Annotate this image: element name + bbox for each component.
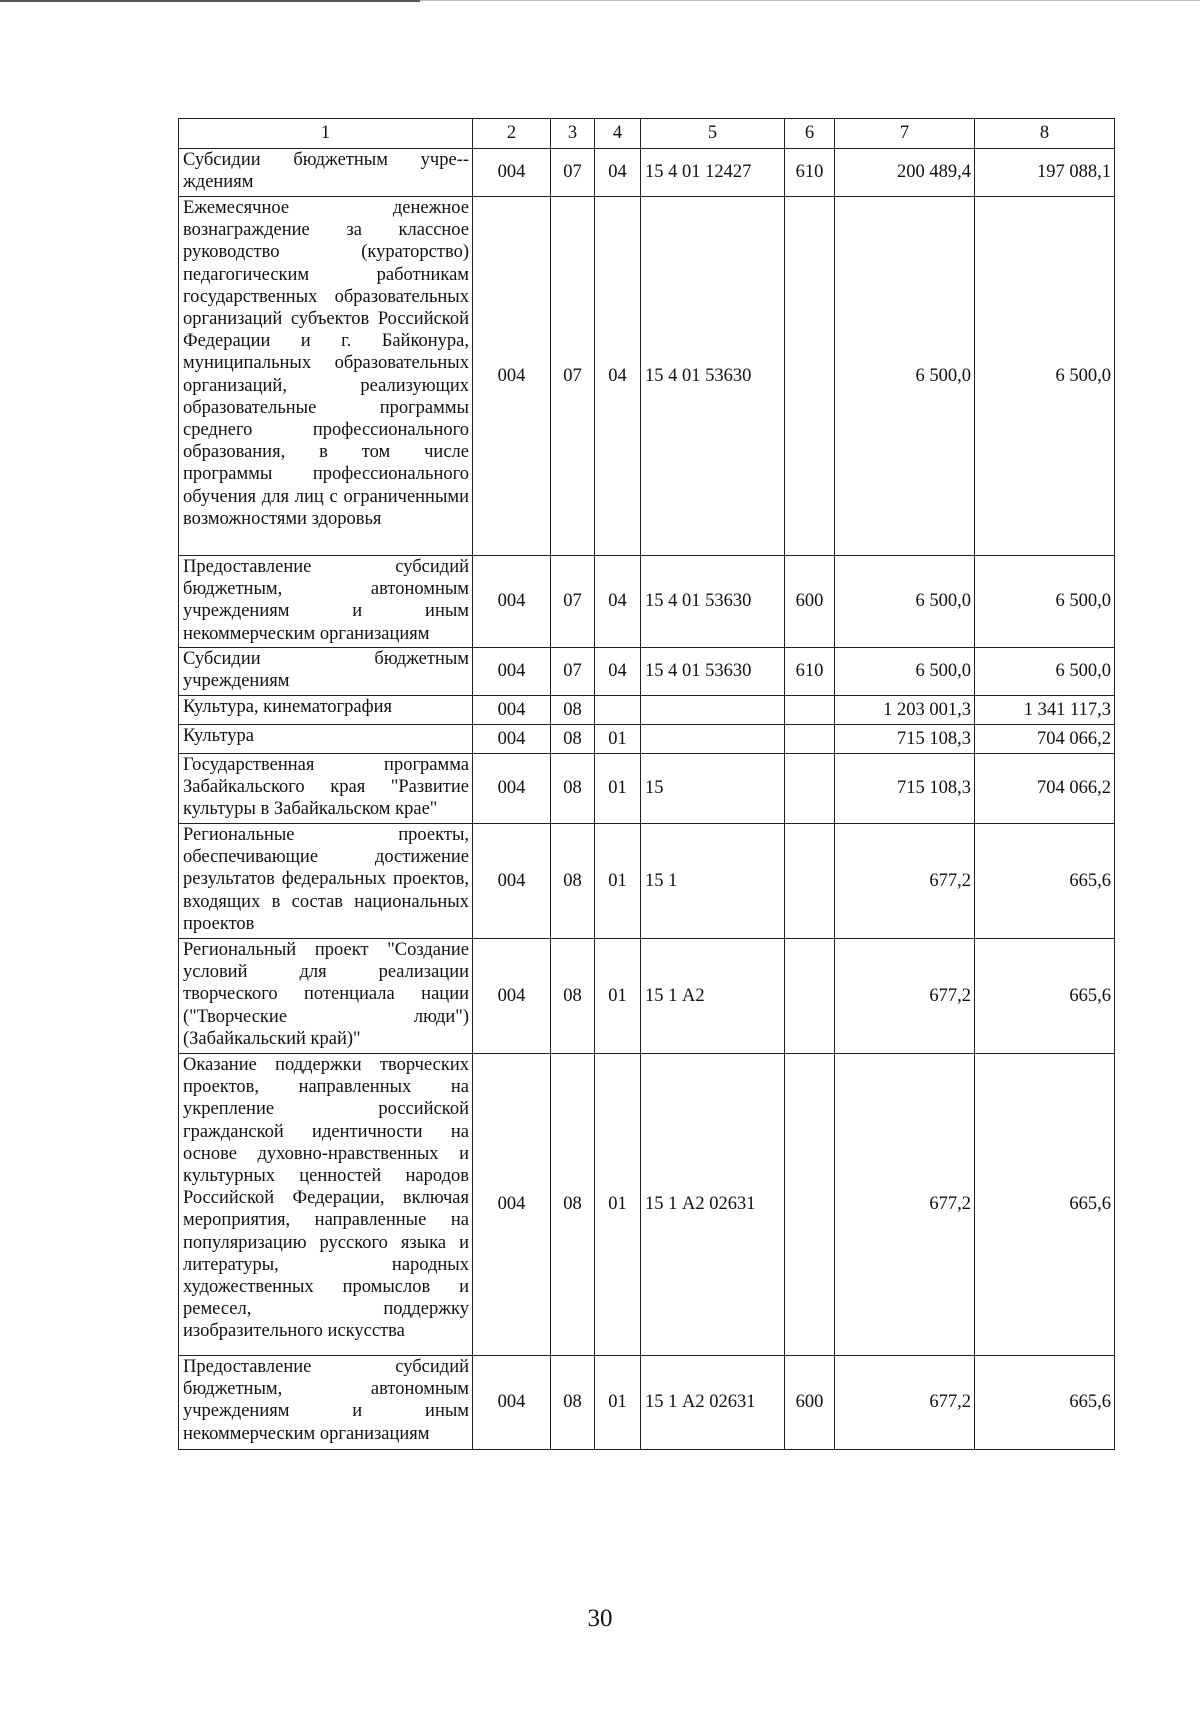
amount-year1-cell: 715 108,3: [835, 754, 975, 824]
table-row: [179, 1356, 1115, 1450]
expense-type-cell: 610: [785, 648, 835, 696]
amount-year1-cell: 6 500,0: [835, 648, 975, 696]
target-article-cell: 15 1: [641, 824, 785, 939]
amount-year2-cell: 704 066,2: [975, 754, 1115, 824]
section-cell: 07: [551, 197, 595, 556]
grbs-cell: 004: [473, 754, 551, 824]
section-cell: 08: [551, 725, 595, 754]
amount-year1-cell: 715 108,3: [835, 725, 975, 754]
scan-edge-line: [0, 0, 420, 2]
table-row: [179, 725, 1115, 754]
section-cell: 08: [551, 696, 595, 725]
table-row: [179, 648, 1115, 696]
grbs-cell: 004: [473, 696, 551, 725]
target-article-cell: 15 1 А2: [641, 939, 785, 1054]
row-name-cell: Государственная программа Забайкальского края "Развитие культуры в Забайкальском крае": [179, 754, 473, 824]
subsection-cell: [595, 696, 641, 725]
amount-year1-cell: 677,2: [835, 1054, 975, 1356]
expense-type-cell: 610: [785, 149, 835, 197]
row-name-cell: Предоставление субсидий бюджетным, автономным учреждениям и иным некоммерческим организациям: [179, 556, 473, 648]
row-name-cell: Ежемесячное денежное вознаграждение за классное руководство (кураторство) педагогическим работникам государственных образовательных организаций субъектов Российской Федерации и г. Байконура, муниципальных образовательных организаций, реализующих образовательные программы среднего профессионального образования, в том числе программы профессионального обучения для лиц с ограниченными возможностями здоровья: [179, 197, 473, 556]
section-cell: 08: [551, 754, 595, 824]
target-article-cell: 15 4 01 53630: [641, 556, 785, 648]
header-cell: 4: [595, 119, 641, 149]
target-article-cell: 15: [641, 754, 785, 824]
section-cell: 07: [551, 556, 595, 648]
header-cell: 8: [975, 119, 1115, 149]
header-cell: 5: [641, 119, 785, 149]
section-cell: 08: [551, 824, 595, 939]
amount-year2-cell: 704 066,2: [975, 725, 1115, 754]
row-name-cell: Культура: [179, 725, 473, 754]
amount-year2-cell: 665,6: [975, 824, 1115, 939]
header-cell: 1: [179, 119, 473, 149]
budget-table: [178, 118, 1115, 1450]
subsection-cell: 01: [595, 754, 641, 824]
grbs-cell: 004: [473, 824, 551, 939]
grbs-cell: 004: [473, 1356, 551, 1450]
amount-year1-cell: 6 500,0: [835, 556, 975, 648]
header-cell: 2: [473, 119, 551, 149]
expense-type-cell: [785, 696, 835, 725]
subsection-cell: 04: [595, 149, 641, 197]
expense-type-cell: 600: [785, 556, 835, 648]
header-cell: 6: [785, 119, 835, 149]
amount-year1-cell: 677,2: [835, 939, 975, 1054]
section-cell: 08: [551, 1356, 595, 1450]
target-article-cell: 15 4 01 53630: [641, 197, 785, 556]
subsection-cell: 01: [595, 1054, 641, 1356]
table-row: [179, 939, 1115, 1054]
grbs-cell: 004: [473, 197, 551, 556]
amount-year1-cell: 1 203 001,3: [835, 696, 975, 725]
section-cell: 08: [551, 1054, 595, 1356]
amount-year2-cell: 665,6: [975, 1054, 1115, 1356]
table-row: [179, 197, 1115, 556]
amount-year2-cell: 6 500,0: [975, 197, 1115, 556]
amount-year2-cell: 665,6: [975, 1356, 1115, 1450]
amount-year2-cell: 1 341 117,3: [975, 696, 1115, 725]
table-header-row: [179, 119, 1115, 149]
header-cell: 3: [551, 119, 595, 149]
grbs-cell: 004: [473, 725, 551, 754]
subsection-cell: 01: [595, 939, 641, 1054]
grbs-cell: 004: [473, 556, 551, 648]
table-row: [179, 824, 1115, 939]
table-row: [179, 556, 1115, 648]
grbs-cell: 004: [473, 648, 551, 696]
subsection-cell: 04: [595, 556, 641, 648]
row-name-cell: Оказание поддержки творческих проектов, направленных на укрепление российской гражданской идентичности на основе духовно-нравственных и культурных ценностей народов Российской Федерации, включая мероприятия, направленные на популяризацию русского языка и литературы, народных художественных промыслов и ремесел, поддержку изобразительного искусства: [179, 1054, 473, 1356]
subsection-cell: 04: [595, 648, 641, 696]
target-article-cell: [641, 696, 785, 725]
expense-type-cell: [785, 824, 835, 939]
row-name-cell: Субсидии бюджетным учре-ждениям: [179, 149, 473, 197]
expense-type-cell: [785, 197, 835, 556]
table-row: [179, 696, 1115, 725]
section-cell: 07: [551, 149, 595, 197]
expense-type-cell: [785, 939, 835, 1054]
subsection-cell: 01: [595, 1356, 641, 1450]
table-row: [179, 1054, 1115, 1356]
row-name-cell: Субсидии бюджетным учреждениям: [179, 648, 473, 696]
expense-type-cell: 600: [785, 1356, 835, 1450]
subsection-cell: 01: [595, 725, 641, 754]
amount-year1-cell: 6 500,0: [835, 197, 975, 556]
amount-year1-cell: 677,2: [835, 1356, 975, 1450]
amount-year2-cell: 665,6: [975, 939, 1115, 1054]
expense-type-cell: [785, 725, 835, 754]
expense-type-cell: [785, 1054, 835, 1356]
target-article-cell: [641, 725, 785, 754]
section-cell: 08: [551, 939, 595, 1054]
row-name-cell: Региональные проекты, обеспечивающие достижение результатов федеральных проектов, входящих в состав национальных проектов: [179, 824, 473, 939]
header-cell: 7: [835, 119, 975, 149]
expense-type-cell: [785, 754, 835, 824]
amount-year1-cell: 677,2: [835, 824, 975, 939]
page-number: 30: [587, 1605, 613, 1632]
table-row: [179, 754, 1115, 824]
row-name-cell: Региональный проект "Создание условий для реализации творческого потенциала нации ("Творческие люди") (Забайкальский край)": [179, 939, 473, 1054]
grbs-cell: 004: [473, 939, 551, 1054]
scan-edge-line-faint: [420, 0, 1200, 1]
subsection-cell: 04: [595, 197, 641, 556]
grbs-cell: 004: [473, 1054, 551, 1356]
target-article-cell: 15 4 01 53630: [641, 648, 785, 696]
target-article-cell: 15 1 А2 02631: [641, 1054, 785, 1356]
amount-year2-cell: 197 088,1: [975, 149, 1115, 197]
target-article-cell: 15 4 01 12427: [641, 149, 785, 197]
table-row: [179, 149, 1115, 197]
target-article-cell: 15 1 А2 02631: [641, 1356, 785, 1450]
section-cell: 07: [551, 648, 595, 696]
row-name-cell: Предоставление субсидий бюджетным, автономным учреждениям и иным некоммерческим организациям: [179, 1356, 473, 1450]
row-name-cell: Культура, кинематография: [179, 696, 473, 725]
amount-year2-cell: 6 500,0: [975, 648, 1115, 696]
amount-year1-cell: 200 489,4: [835, 149, 975, 197]
subsection-cell: 01: [595, 824, 641, 939]
amount-year2-cell: 6 500,0: [975, 556, 1115, 648]
grbs-cell: 004: [473, 149, 551, 197]
